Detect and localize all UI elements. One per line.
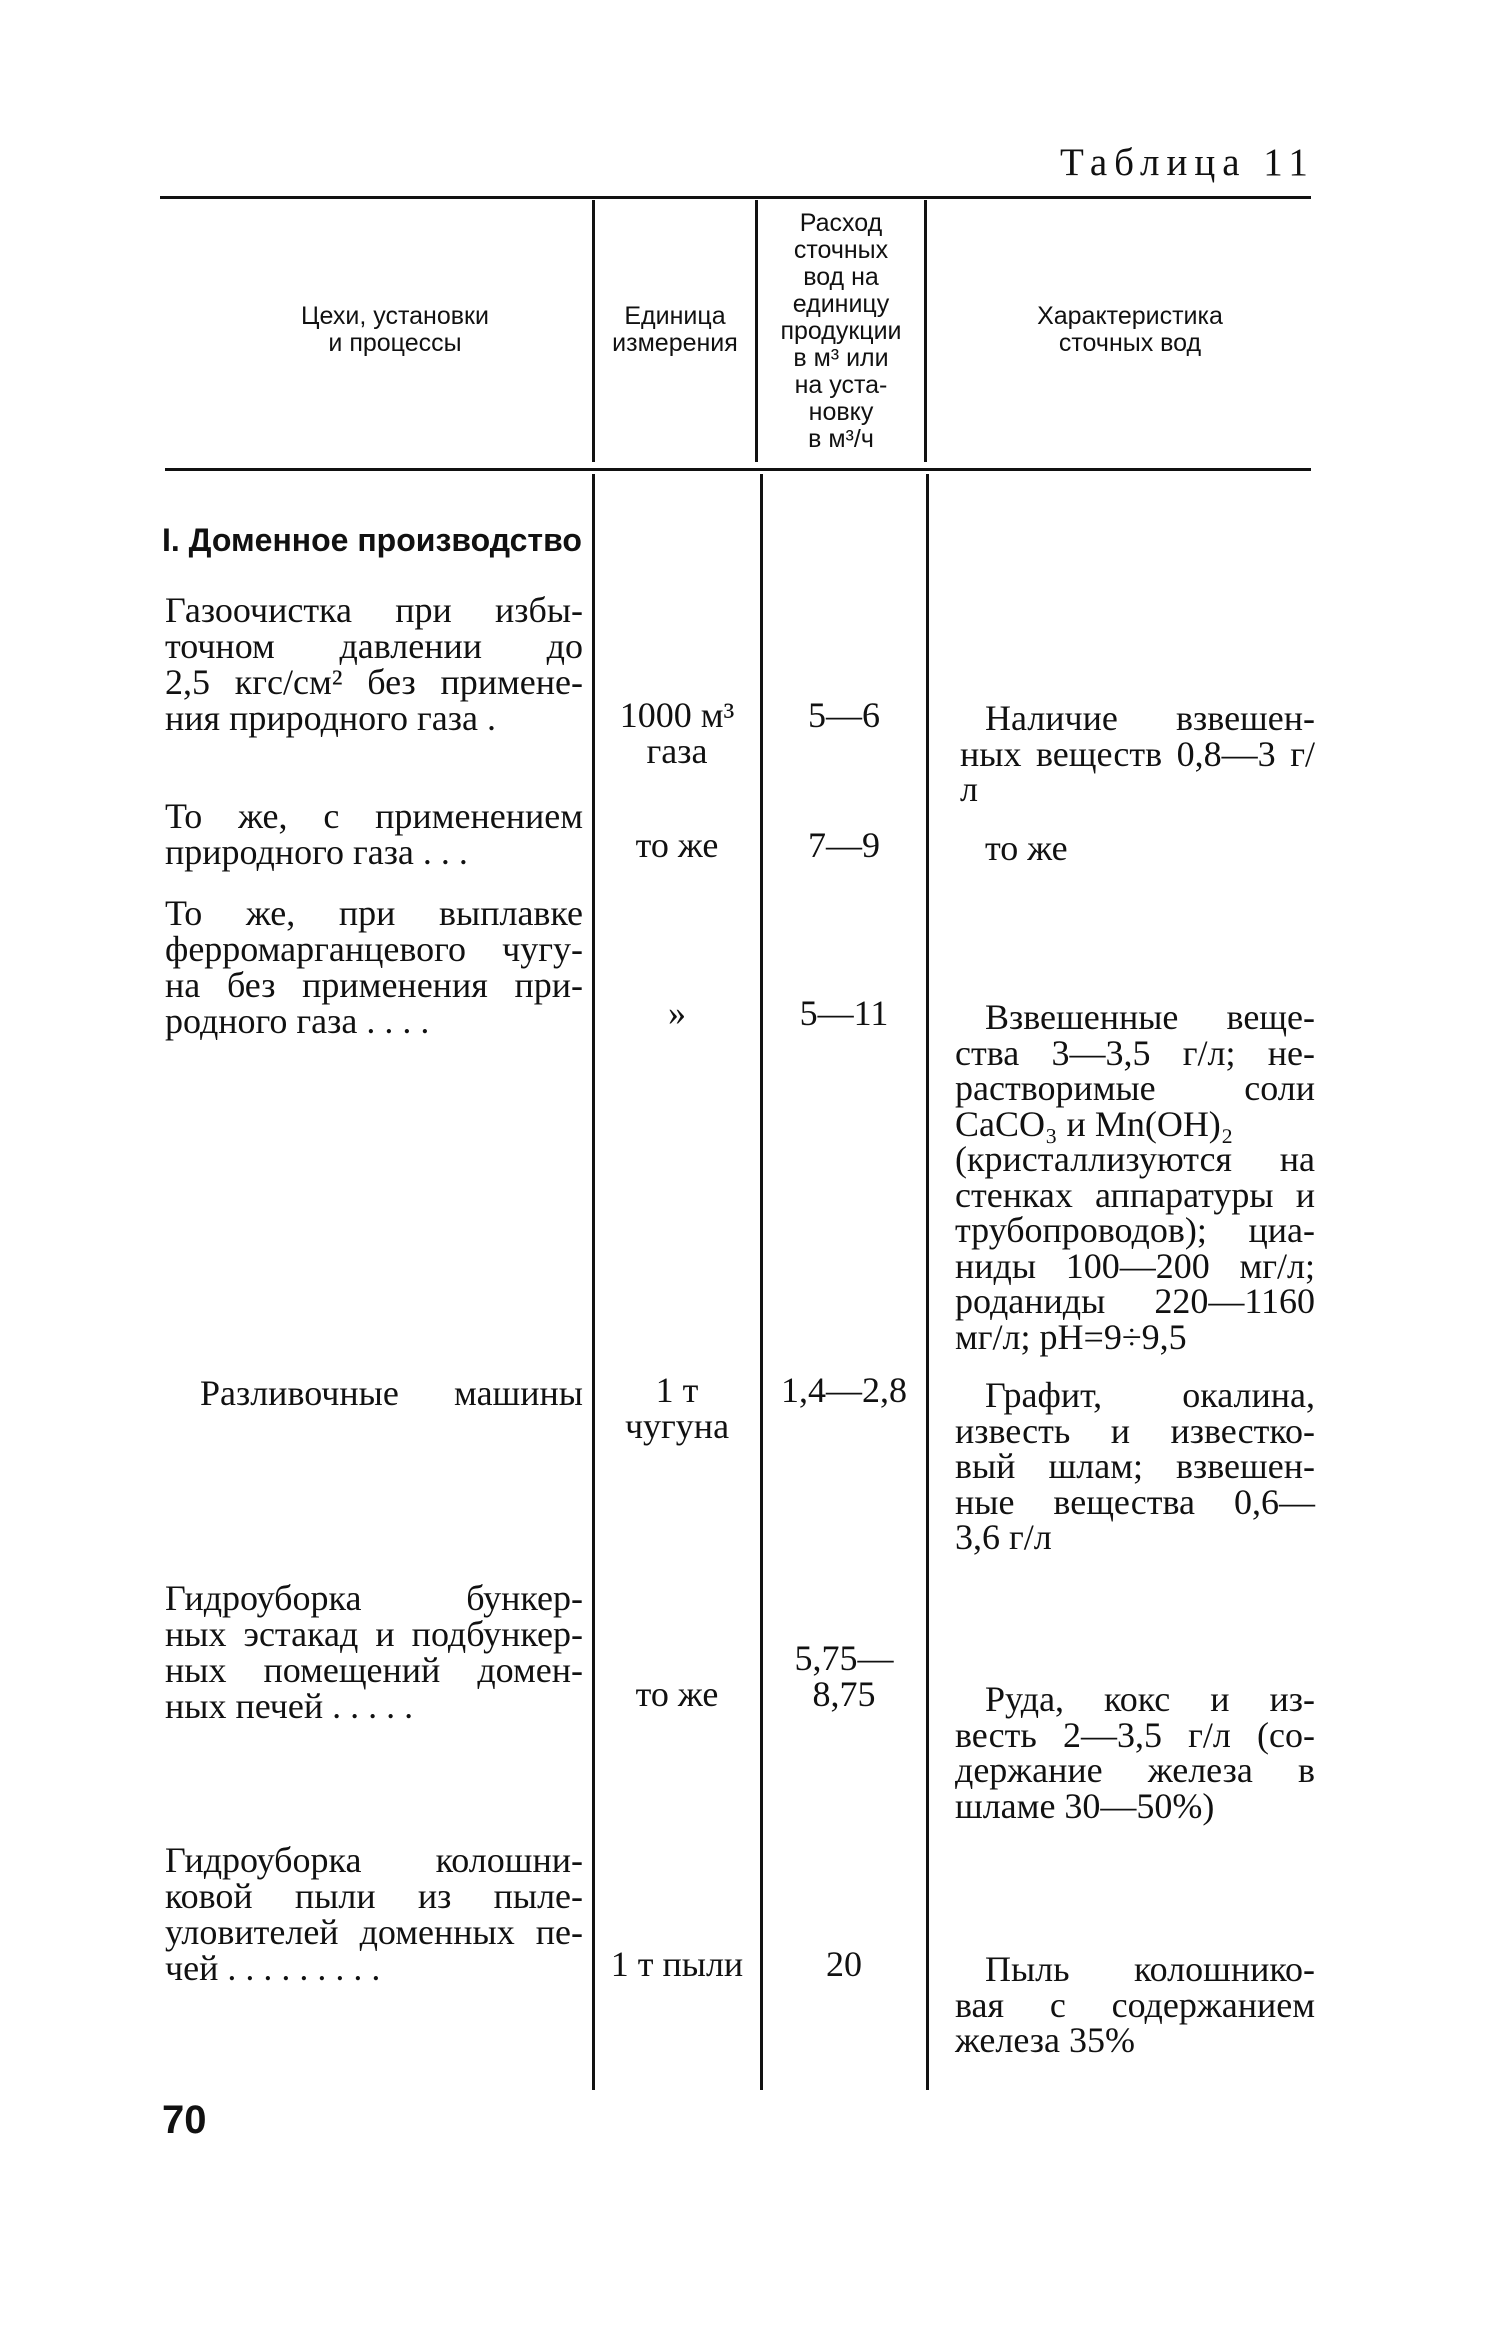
row-4-rate: 1,4—2,8 — [781, 1370, 907, 1410]
row-6-process: Гидроуборка колошни- ковой пыли из пыле- уловителей доменных пе- чей . . . . . . . . . — [165, 1840, 583, 1988]
row-6-characteristics: Пыль колошнико- вая с содержанием железа 35% — [955, 1949, 1315, 2060]
header-col-characteristics: Характеристика сточных вод — [1037, 302, 1223, 357]
header-col-process: Цехи, установки и процессы — [301, 302, 489, 357]
row-5-rate: 5,75— 8,75 — [794, 1638, 894, 1714]
row-1-characteristics: Наличие взвешен- ных веществ 0,8—3 г/л — [960, 698, 1315, 809]
row-4-characteristics: Графит, окалина, известь и известко- вый шлам; взвешен- ные вещества 0,6— 3,6 г/л — [955, 1375, 1315, 1557]
row-3-characteristics: Взвешенные веще- ства 3—3,5 г/л; не- растворимые соли CaCO₃ и Mn(OH)₂ (кристаллизуются на стенках аппаратуры и трубопроводов); циа- ниды 100—200 мг/л; роданиды 220—1160 мг/л; pH=9÷9,5 — [955, 997, 1315, 1357]
row-2-rate: 7—9 — [808, 825, 880, 865]
row-2-unit: то же — [635, 825, 719, 865]
section-title: I. Доменное производство — [162, 522, 582, 558]
header-col-unit: Единица измерения — [612, 302, 738, 357]
row-1-unit: 1000 м³ газа — [619, 695, 735, 771]
row-4-process: Разливочные машины — [200, 1373, 583, 1413]
page-number: 70 — [162, 2098, 207, 2142]
row-5-process: Гидроуборка бункер- ных эстакад и подбункер- ных помещений домен- ных печей . . . . . — [165, 1578, 583, 1726]
header-divider-3 — [924, 200, 927, 462]
row-4-unit: 1 т чугуна — [624, 1370, 730, 1446]
table-title: Таблица 11 — [1060, 141, 1315, 184]
header-divider-1 — [592, 200, 595, 462]
row-3-rate: 5—11 — [799, 993, 889, 1033]
body-divider-3 — [926, 474, 929, 2090]
header-bottom-rule — [165, 468, 1311, 471]
row-1-process: Газоочистка при избы- точном давлении до 2,5 кгс/см² без примене- ния природного газа . — [165, 590, 583, 738]
row-3-process: То же, при выплавке ферромарганцевого чугу- на без применения при- родного газа . . . . — [165, 893, 583, 1041]
row-2-process: То же, с применением природного газа . . . — [165, 796, 583, 872]
row-3-unit: » — [668, 993, 686, 1033]
row-5-unit: то же — [635, 1674, 719, 1714]
row-6-rate: 20 — [826, 1944, 862, 1984]
header-top-rule — [160, 196, 1311, 199]
row-5-characteristics: Руда, кокс и из- весть 2—3,5 г/л (со- держание железа в шламе 30—50%) — [955, 1679, 1315, 1826]
row-2-characteristics: то же — [985, 828, 1068, 868]
row-1-rate: 5—6 — [808, 695, 880, 735]
body-divider-1 — [592, 474, 595, 2090]
row-6-unit: 1 т пыли — [610, 1944, 744, 1984]
header-col-rate: Расход сточных вод на единицу продукции в м³ или на уста- новку в м³/ч — [780, 209, 902, 453]
